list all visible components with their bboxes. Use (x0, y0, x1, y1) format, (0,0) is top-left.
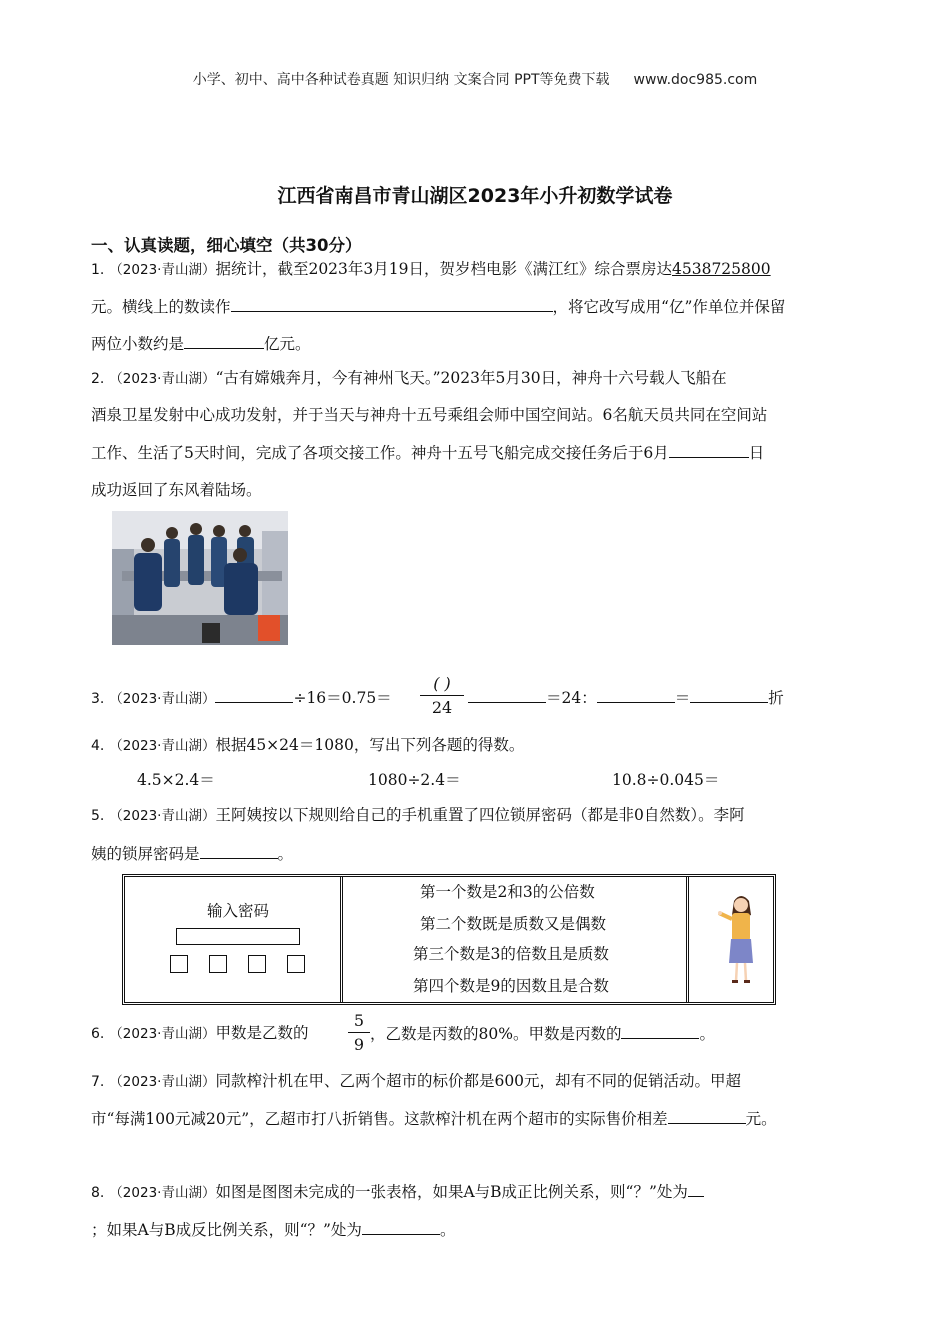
q4-expr-3: 10.8÷0.045＝ (612, 771, 720, 789)
q8-text-2a: ；如果A与B成反比例关系，则“？”处为 (91, 1221, 362, 1239)
q3-frac-num: ( ) (433, 674, 451, 693)
q3-fraction (420, 674, 464, 717)
password-rules-box (122, 874, 776, 1005)
password-input-label: 输入密码 (207, 902, 270, 920)
q3-line (91, 687, 392, 709)
q1-value: 4538725800 (672, 260, 771, 278)
q7-number: 7. (91, 1074, 105, 1090)
q2-line4: 成功返回了东风着陆场。 (91, 481, 262, 499)
q2-line3 (91, 442, 764, 463)
section-heading: 一、认真读题，细心填空（共30分） (91, 236, 362, 255)
rule-4: 第四个数是9的因数且是合数 (413, 977, 609, 995)
q3-number: 3. (91, 691, 105, 707)
q4-line (91, 735, 524, 756)
q1-line1 (91, 259, 771, 280)
astronauts-photo (112, 511, 288, 645)
q5-blank-password[interactable] (200, 843, 278, 859)
q8-blank-1[interactable] (688, 1181, 704, 1197)
q3-frac-den: 24 (431, 698, 453, 717)
password-input-field[interactable] (176, 928, 300, 945)
q4-expr-2: 1080÷2.4＝ (368, 771, 461, 789)
q3-text-3: ＝ (674, 689, 691, 707)
q6-fraction (348, 1011, 370, 1054)
q3-text-1: ÷16＝0.75＝ (293, 689, 392, 707)
q7-text-2b: 元。 (745, 1110, 777, 1128)
q4-expr-1: 4.5×2.4＝ (137, 771, 215, 789)
password-digit-1[interactable] (170, 955, 188, 973)
q7-line2 (91, 1108, 777, 1129)
q3-line-b (468, 687, 784, 708)
rule-3: 第三个数是3的倍数且是质数 (413, 945, 609, 963)
q6-text-2: ，乙数是丙数的80%。甲数是丙数的 (370, 1025, 622, 1043)
q6-text-1: 甲数是乙数的 (215, 1024, 309, 1042)
q7-text-1: 同款榨汁机在甲、乙两个超市的标价都是600元，却有不同的促销活动。甲超 (215, 1072, 742, 1090)
q2-text-3b: 日 (748, 444, 765, 462)
q1-blank-yi[interactable] (184, 333, 264, 349)
q6-tag: （2023·青山湖） (109, 1026, 216, 1042)
q5-text-2b: 。 (277, 845, 294, 863)
password-digit-3[interactable] (248, 955, 266, 973)
q1-blank-reading[interactable] (231, 296, 553, 312)
q6-frac-bar (348, 1032, 370, 1033)
q7-line1 (91, 1071, 741, 1092)
q3-text-4: 折 (768, 689, 784, 707)
q6-number: 6. (91, 1026, 105, 1042)
rule-1: 第一个数是2和3的公倍数 (420, 883, 595, 901)
q8-blank-2[interactable] (362, 1219, 440, 1235)
q1-text-2a: 元。横线上的数读作 (91, 298, 231, 316)
q8-line2 (91, 1219, 455, 1240)
q5-text-2a: 姨的锁屏密码是 (91, 845, 200, 863)
q2-number: 2. (91, 371, 105, 387)
q2-text-1: “古有嫦娥奔月，今有神州飞天。”2023年5月30日，神舟十六号载人飞船在 (215, 369, 727, 387)
q3-blank-2[interactable] (468, 687, 546, 703)
q1-text-3a: 两位小数约是 (91, 335, 185, 353)
q5-number: 5. (91, 808, 105, 824)
box-divider-2 (686, 877, 689, 1002)
q2-line2: 酒泉卫星发射中心成功发射，并于当天与神舟十五号乘组会师中国空间站。6名航天员共同在空间站 (91, 406, 768, 424)
header-text: 小学、初中、高中各种试卷真题 知识归纳 文案合同 PPT等免费下载 (192, 72, 610, 88)
q4-number: 4. (91, 738, 105, 754)
q8-tag: （2023·青山湖） (109, 1185, 216, 1201)
q2-blank-day[interactable] (669, 442, 749, 458)
q2-text-3a: 工作、生活了5天时间，完成了各项交接工作。神舟十五号飞船完成交接任务后于6月 (91, 444, 669, 462)
rule-2: 第二个数既是质数又是偶数 (420, 915, 607, 933)
q1-text-2b: ，将它改写成用“亿”作单位并保留 (552, 298, 786, 316)
q2-line1 (91, 368, 727, 389)
q5-line1 (91, 805, 745, 826)
q4-text: 根据45×24＝1080，写出下列各题的得数。 (215, 736, 525, 754)
q2-tag: （2023·青山湖） (109, 371, 216, 387)
q1-text: 据统计，截至2023年3月19日，贺岁档电影《满江红》综合票房达 (215, 260, 672, 278)
q1-number: 1. (91, 262, 105, 278)
q8-text-1: 如图是图图未完成的一张表格，如果A与B成正比例关系，则“？”处为 (215, 1183, 688, 1201)
q4-tag: （2023·青山湖） (109, 738, 216, 754)
q6-blank[interactable] (621, 1023, 699, 1039)
password-digit-4[interactable] (287, 955, 305, 973)
q3-frac-bar (420, 695, 464, 696)
q5-text-1: 王阿姨按以下规则给自己的手机重置了四位锁屏密码（都是非0自然数）。李阿 (215, 806, 745, 824)
q3-blank-1[interactable] (215, 687, 293, 703)
q8-line1 (91, 1181, 704, 1203)
q3-tag: （2023·青山湖） (109, 691, 216, 707)
page-header (0, 69, 950, 89)
q1-line2 (91, 296, 785, 317)
q6-frac-den: 9 (353, 1035, 365, 1054)
q7-tag: （2023·青山湖） (109, 1074, 216, 1090)
q3-text-2: ＝24： (546, 689, 597, 707)
q8-number: 8. (91, 1185, 105, 1201)
q3-blank-4[interactable] (690, 687, 768, 703)
q1-line3 (91, 333, 311, 354)
q7-text-2a: 市“每满100元减20元”，乙超市打八折销售。这款榨汁机在两个超市的实际售价相差 (91, 1110, 668, 1128)
box-divider-1 (340, 877, 343, 1002)
q1-tag: （2023·青山湖） (109, 262, 216, 278)
q5-line2 (91, 843, 293, 864)
q6-line (91, 1023, 308, 1044)
q6-text-3: 。 (699, 1025, 715, 1043)
teacher-illustration (717, 891, 765, 987)
q8-text-2b: 。 (439, 1221, 456, 1239)
q5-tag: （2023·青山湖） (109, 808, 216, 824)
q6-line-b (370, 1023, 715, 1044)
q3-blank-3[interactable] (597, 687, 675, 703)
q1-text-3b: 亿元。 (264, 335, 311, 353)
password-digit-2[interactable] (209, 955, 227, 973)
header-site: www.doc985.com (633, 72, 758, 88)
exam-title: 江西省南昌市青山湖区2023年小升初数学试卷 (277, 185, 673, 207)
q7-blank[interactable] (668, 1108, 746, 1124)
q6-frac-num: 5 (353, 1011, 365, 1030)
